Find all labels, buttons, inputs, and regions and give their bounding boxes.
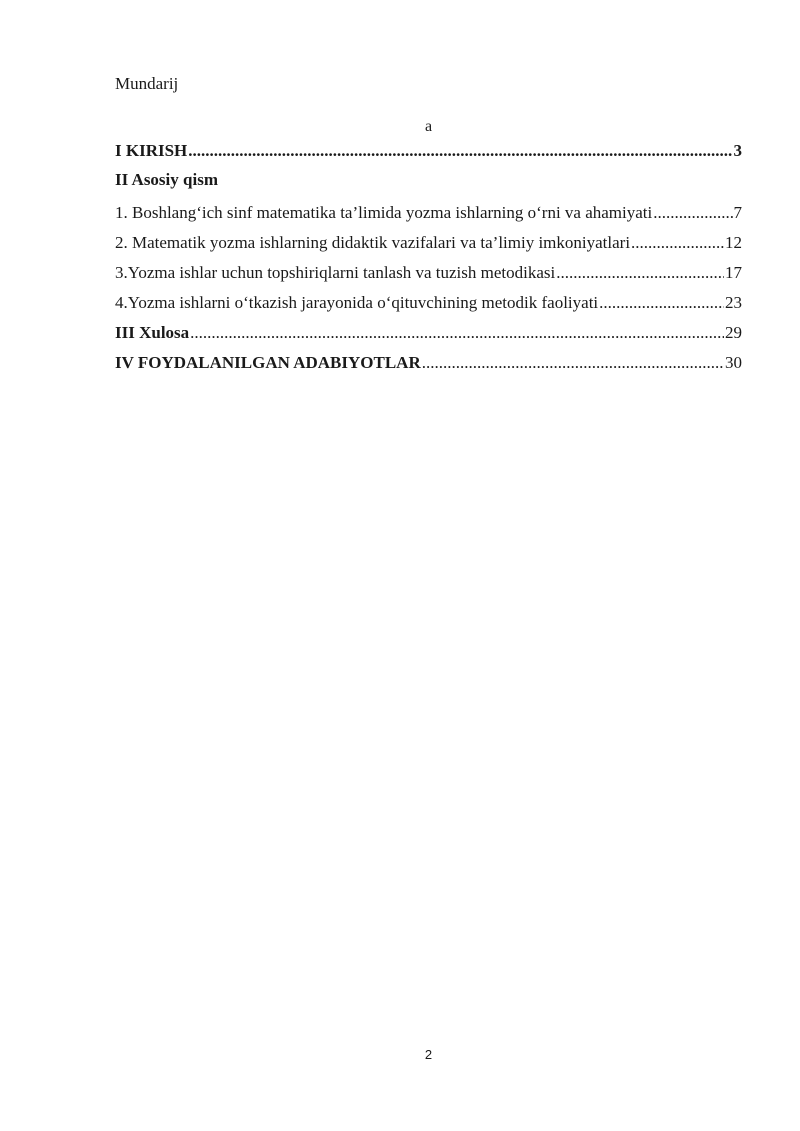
toc-entry-page: 30 <box>725 353 742 372</box>
stray-letter: a <box>424 118 433 135</box>
toc-entry-4[interactable] <box>115 293 742 313</box>
toc-entry-page: 17 <box>725 263 742 282</box>
toc-entry-label: 4.Yozma ishlarni o‘tkazish jarayonida o‘qituvchining metodik faoliyati <box>115 293 599 312</box>
toc-entry-label: 3.Yozma ishlar uchun topshiriqlarni tanlash va tuzish metodikasi <box>115 263 556 282</box>
dot-leader <box>599 293 724 313</box>
toc-entry-page: 23 <box>725 293 742 312</box>
dot-leader <box>422 353 724 373</box>
dot-leader <box>190 323 724 343</box>
dot-leader <box>556 263 724 283</box>
toc-entry-3[interactable] <box>115 263 742 283</box>
toc-entry-label: IV FOYDALANILGAN ADABIYOTLAR <box>115 353 421 372</box>
toc-entry-intro[interactable] <box>115 141 742 161</box>
toc-entry-2[interactable] <box>115 233 742 253</box>
toc-entry-1[interactable] <box>115 203 742 223</box>
toc-entry-page: 12 <box>725 233 742 252</box>
toc-entry-page: 3 <box>733 141 742 160</box>
dot-leader <box>631 233 724 253</box>
table-of-contents <box>115 141 742 373</box>
toc-heading: Mundarij <box>115 74 179 93</box>
toc-entry-label: III Xulosa <box>115 323 190 342</box>
toc-entry-references[interactable] <box>115 353 742 373</box>
page-number: 2 <box>424 1047 433 1062</box>
dot-leader <box>653 203 732 223</box>
toc-entry-label: I KIRISH <box>115 141 188 160</box>
dot-leader <box>188 141 732 161</box>
toc-entry-label: 2. Matematik yozma ishlarning didaktik vazifalari va ta’limiy imkoniyatlari <box>115 233 631 252</box>
toc-entry-page: 7 <box>733 203 742 222</box>
toc-entry-conclusion[interactable] <box>115 323 742 343</box>
toc-entry-label: 1. Boshlang‘ich sinf matematika ta’limida yozma ishlarning o‘rni va ahamiyati <box>115 203 653 222</box>
toc-entry-page: 29 <box>725 323 742 342</box>
toc-section-title: II Asosiy qism <box>115 170 218 189</box>
